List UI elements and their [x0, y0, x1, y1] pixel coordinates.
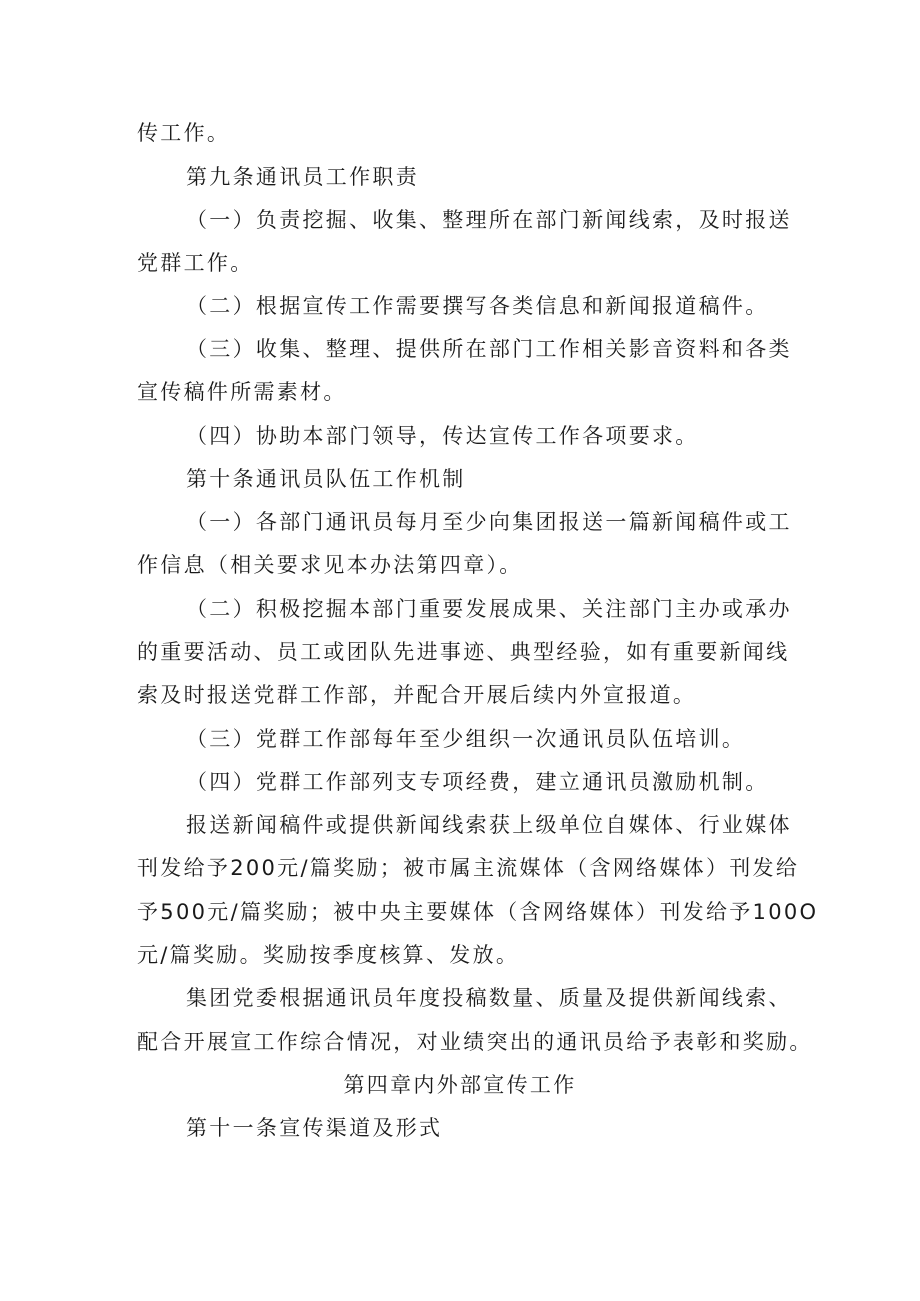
- text-line-15: （三）党群工作部每年至少组织一次通讯员队伍培训。: [186, 727, 746, 751]
- text-line-5: （二）根据宣传工作需要撰写各类信息和新闻报道稿件。: [186, 294, 769, 318]
- text-line-1: 传工作。: [137, 121, 231, 145]
- chapter-4-heading: 第四章内外部宣传工作: [343, 1073, 577, 1097]
- text-line-20: 元/篇奖励。奖励按季度核算、发放。: [137, 943, 520, 967]
- text-line-14: 索及时报送党群工作部，并配合开展后续内外宣报道。: [137, 683, 697, 707]
- text-line-19: 予500元/篇奖励；被中央主要媒体（含网络媒体）刊发给予100O: [137, 900, 819, 924]
- text-line-21: 集团党委根据通讯员年度投稿数量、质量及提供新闻线索、: [186, 986, 792, 1010]
- article-11-heading: 第十一条宣传渠道及形式: [186, 1116, 443, 1140]
- text-line-3: （一）负责挖掘、收集、整理所在部门新闻线索，及时报送: [186, 208, 792, 232]
- text-line-17: 报送新闻稿件或提供新闻线索获上级单位自媒体、行业媒体: [186, 813, 792, 837]
- text-line-13: 的重要活动、员工或团队先进事迹、典型经验，如有重要新闻线: [137, 640, 790, 664]
- text-line-16: （四）党群工作部列支专项经费，建立通讯员激励机制。: [186, 770, 769, 794]
- text-line-10: （一）各部门通讯员每月至少向集团报送一篇新闻稿件或工: [186, 510, 792, 534]
- article-9-heading: 第九条通讯员工作职责: [186, 165, 419, 189]
- text-line-8: （四）协助本部门领导，传达宣传工作各项要求。: [186, 424, 699, 448]
- text-line-22: 配合开展宣工作综合情况，对业绩突出的通讯员给予表彰和奖励。: [137, 1030, 813, 1054]
- text-line-4: 党群工作。: [137, 251, 254, 275]
- article-10-heading: 第十条通讯员队伍工作机制: [186, 467, 466, 491]
- text-line-6: （三）收集、整理、提供所在部门工作相关影音资料和各类: [186, 337, 792, 361]
- text-line-11: 作信息（相关要求见本办法第四章）。: [137, 553, 523, 577]
- text-line-7: 宣传稿件所需素材。: [137, 380, 347, 404]
- text-line-18: 刊发给予200元/篇奖励；被市属主流媒体（含网络媒体）刊发给: [137, 856, 800, 880]
- text-line-12: （二）积极挖掘本部门重要发展成果、关注部门主办或承办: [186, 597, 792, 621]
